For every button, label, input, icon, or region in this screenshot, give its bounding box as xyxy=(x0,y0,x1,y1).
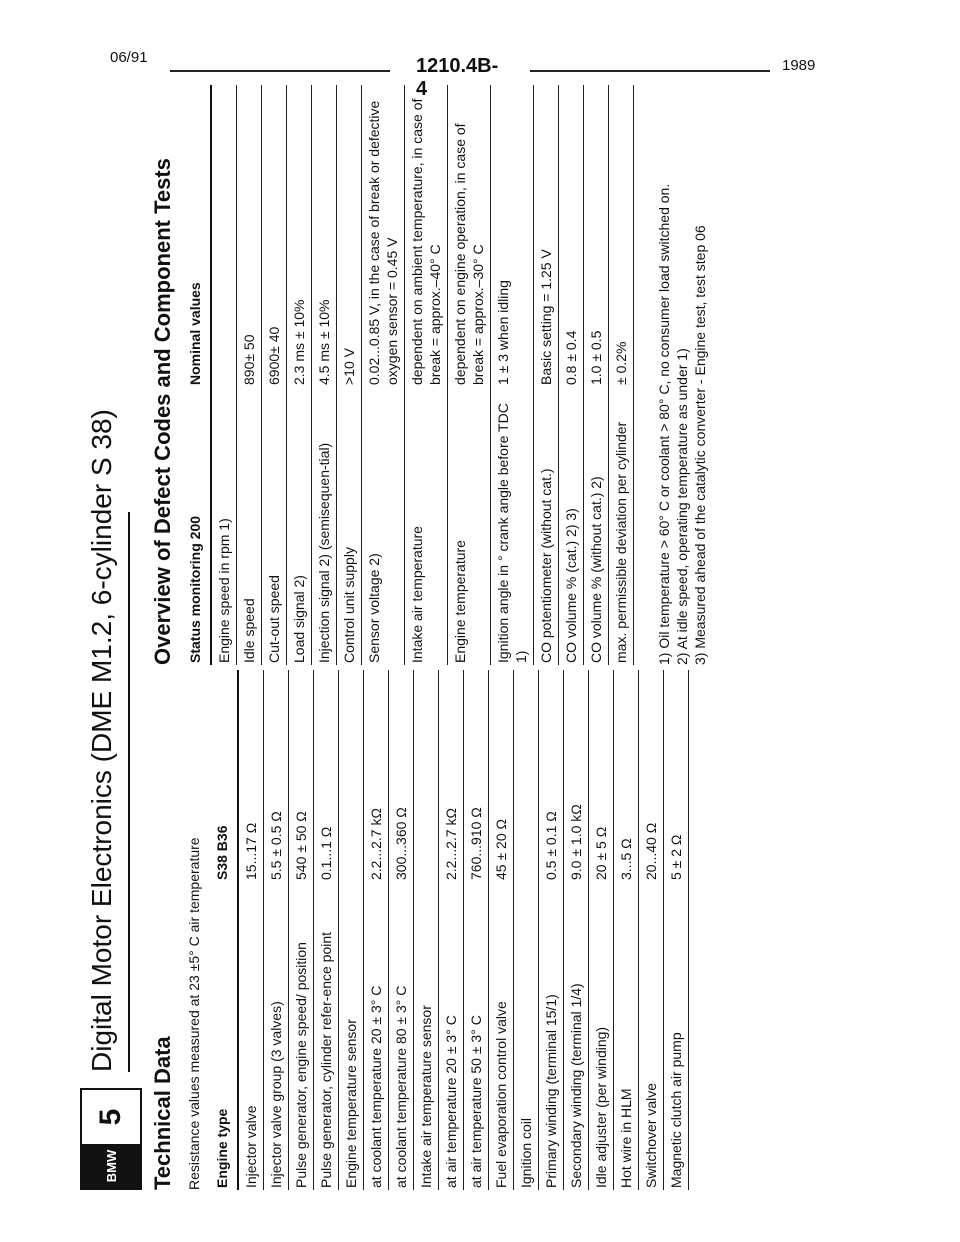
table-row xyxy=(559,85,584,665)
technical-table xyxy=(210,670,689,1190)
row-value: 2.2...2.7 kΩ xyxy=(364,670,389,882)
table-row xyxy=(589,670,614,1190)
row-label: max. permissible deviation per cylinder xyxy=(609,387,634,665)
table-row xyxy=(264,670,289,1190)
brand-box xyxy=(80,1088,142,1190)
table-row xyxy=(491,85,534,665)
row-value: 890± 50 xyxy=(237,85,262,387)
table-row xyxy=(534,85,559,665)
header-code: 1210.4B-4 xyxy=(416,55,499,100)
technical-col1: Engine type xyxy=(214,1108,230,1188)
row-value: dependent on ambient temperature, in case of break = approx.–40° C xyxy=(405,85,448,387)
table-row xyxy=(312,85,337,665)
row-value: 15...17 Ω xyxy=(238,670,264,882)
table-row xyxy=(514,670,539,1190)
row-value: 1 ± 3 when idling xyxy=(491,85,534,387)
row-label: Intake air temperature sensor xyxy=(414,882,439,1190)
row-label: at coolant temperature 20 ± 3° C xyxy=(364,882,389,1190)
table-row xyxy=(439,670,464,1190)
row-value: 6900± 40 xyxy=(262,85,287,387)
table-row xyxy=(539,670,564,1190)
row-value: 20...40 Ω xyxy=(639,670,664,882)
row-label: Engine temperature xyxy=(448,387,491,665)
table-row xyxy=(448,85,491,665)
row-value: dependent on engine operation, in case of break = approx.–30° C xyxy=(448,85,491,387)
overview-col2: Nominal values xyxy=(187,282,203,385)
row-value: ± 0.2% xyxy=(609,85,634,387)
table-row xyxy=(614,670,639,1190)
footnote: 1) Oil temperature > 60° C or coolant > 80° C, no consumer load switched on. xyxy=(656,183,672,665)
row-label: at air temperature 20 ± 3° C xyxy=(439,882,464,1190)
row-label: Idle adjuster (per winding) xyxy=(589,882,614,1190)
overview-col1: Status monitoring 200 xyxy=(187,515,203,663)
row-label: Magnetic clutch air pump xyxy=(664,882,689,1190)
table-row xyxy=(211,85,237,665)
row-value: 2.3 ms ± 10% xyxy=(287,85,312,387)
technical-note: Resistance values measured at 23 ±5° C air temperature xyxy=(186,837,202,1190)
table-row xyxy=(664,670,689,1190)
row-value: Basic setting = 1.25 V xyxy=(534,85,559,387)
table-row xyxy=(362,85,405,665)
title-rule xyxy=(128,512,130,1072)
table-row xyxy=(364,670,389,1190)
row-value: 0.02...0.85 V, in the case of break or defective oxygen sensor = 0.45 V xyxy=(362,85,405,387)
table-row xyxy=(609,85,634,665)
row-label: Fuel evaporation control valve xyxy=(489,882,514,1190)
row-label: CO volume % (cat.) 2) 3) xyxy=(559,387,584,665)
document-title: Digital Motor Electronics (DME M1.2, 6-cylinder S 38) xyxy=(86,409,117,1072)
table-row xyxy=(237,85,262,665)
row-label: Pulse generator, cylinder refer-ence point xyxy=(314,882,339,1190)
row-value: 20 ± 5 Ω xyxy=(589,670,614,882)
table-row xyxy=(287,85,312,665)
footnote: 3) Measured ahead of the catalytic converter - Engine test, test step 06 xyxy=(692,225,708,665)
row-value: 0.1...1 Ω xyxy=(314,670,339,882)
row-label: at coolant temperature 80 ± 3° C xyxy=(389,882,414,1190)
row-value xyxy=(514,670,539,882)
row-value: 5 ± 2 Ω xyxy=(664,670,689,882)
row-label: Control unit supply xyxy=(337,387,362,665)
bmw-logo: BMW xyxy=(82,1144,140,1188)
row-value: 760...910 Ω xyxy=(464,670,489,882)
row-value: >10 V xyxy=(337,85,362,387)
table-row xyxy=(639,670,664,1190)
row-label: CO potentiometer (without cat.) xyxy=(534,387,559,665)
row-label: at air temperature 50 ± 3° C xyxy=(464,882,489,1190)
row-value: 45 ± 20 Ω xyxy=(489,670,514,882)
row-label: Pulse generator, engine speed/ position xyxy=(289,882,314,1190)
row-label: Engine speed in rpm 1) xyxy=(211,387,237,665)
row-label: Load signal 2) xyxy=(287,387,312,665)
row-value: 1.0 ± 0.5 xyxy=(584,85,609,387)
row-label: Ignition angle in ° crank angle before TDC 1) xyxy=(491,387,534,665)
table-row xyxy=(405,85,448,665)
row-value xyxy=(339,670,364,882)
row-label: Primary winding (terminal 15/1) xyxy=(539,882,564,1190)
table-row xyxy=(464,670,489,1190)
row-value: 540 ± 50 Ω xyxy=(289,670,314,882)
footnote: 2) At idle speed, operating temperature as under 1) xyxy=(674,348,690,665)
row-label: Switchover valve xyxy=(639,882,664,1190)
row-value: 300...360 Ω xyxy=(389,670,414,882)
table-row xyxy=(584,85,609,665)
footnotes xyxy=(655,105,709,665)
table-row xyxy=(289,670,314,1190)
group-number: 5 xyxy=(94,1108,127,1126)
row-value: 0.8 ± 0.4 xyxy=(559,85,584,387)
row-label: Engine temperature sensor xyxy=(339,882,364,1190)
table-row xyxy=(389,670,414,1190)
row-value: 9.0 ± 1.0 kΩ xyxy=(564,670,589,882)
table-row xyxy=(339,670,364,1190)
header-date: 06/91 xyxy=(110,49,148,66)
row-value xyxy=(211,85,237,387)
row-label: Injector valve group (3 valves) xyxy=(264,882,289,1190)
header-year: 1989 xyxy=(782,57,816,74)
table-row xyxy=(414,670,439,1190)
row-label: CO volume % (without cat.) 2) xyxy=(584,387,609,665)
row-value: 0.5 ± 0.1 Ω xyxy=(539,670,564,882)
technical-col2: S38 B36 xyxy=(214,825,230,880)
row-label: Intake air temperature xyxy=(405,387,448,665)
row-label: Idle speed xyxy=(237,387,262,665)
table-row xyxy=(262,85,287,665)
row-label: Secondary winding (terminal 1/4) xyxy=(564,882,589,1190)
row-label: Injector valve xyxy=(238,882,264,1190)
row-label: Ignition coil xyxy=(514,882,539,1190)
row-value: 5.5 ± 0.5 Ω xyxy=(264,670,289,882)
table-row xyxy=(314,670,339,1190)
rotated-page xyxy=(80,50,880,1190)
row-label: Hot wire in HLM xyxy=(614,882,639,1190)
table-row xyxy=(337,85,362,665)
overview-table xyxy=(183,85,634,665)
row-value: 4.5 ms ± 10% xyxy=(312,85,337,387)
table-row xyxy=(489,670,514,1190)
row-label: Injection signal 2) (semisequen-tial) xyxy=(312,387,337,665)
row-value: 2.2...2.7 kΩ xyxy=(439,670,464,882)
table-row xyxy=(564,670,589,1190)
technical-title: Technical Data xyxy=(150,1036,175,1190)
row-value xyxy=(414,670,439,882)
row-value: 3...5 Ω xyxy=(614,670,639,882)
row-label: Sensor voltage 2) xyxy=(362,387,405,665)
table-row xyxy=(238,670,264,1190)
overview-title: Overview of Defect Codes and Component Tests xyxy=(150,158,175,665)
row-label: Cut-out speed xyxy=(262,387,287,665)
